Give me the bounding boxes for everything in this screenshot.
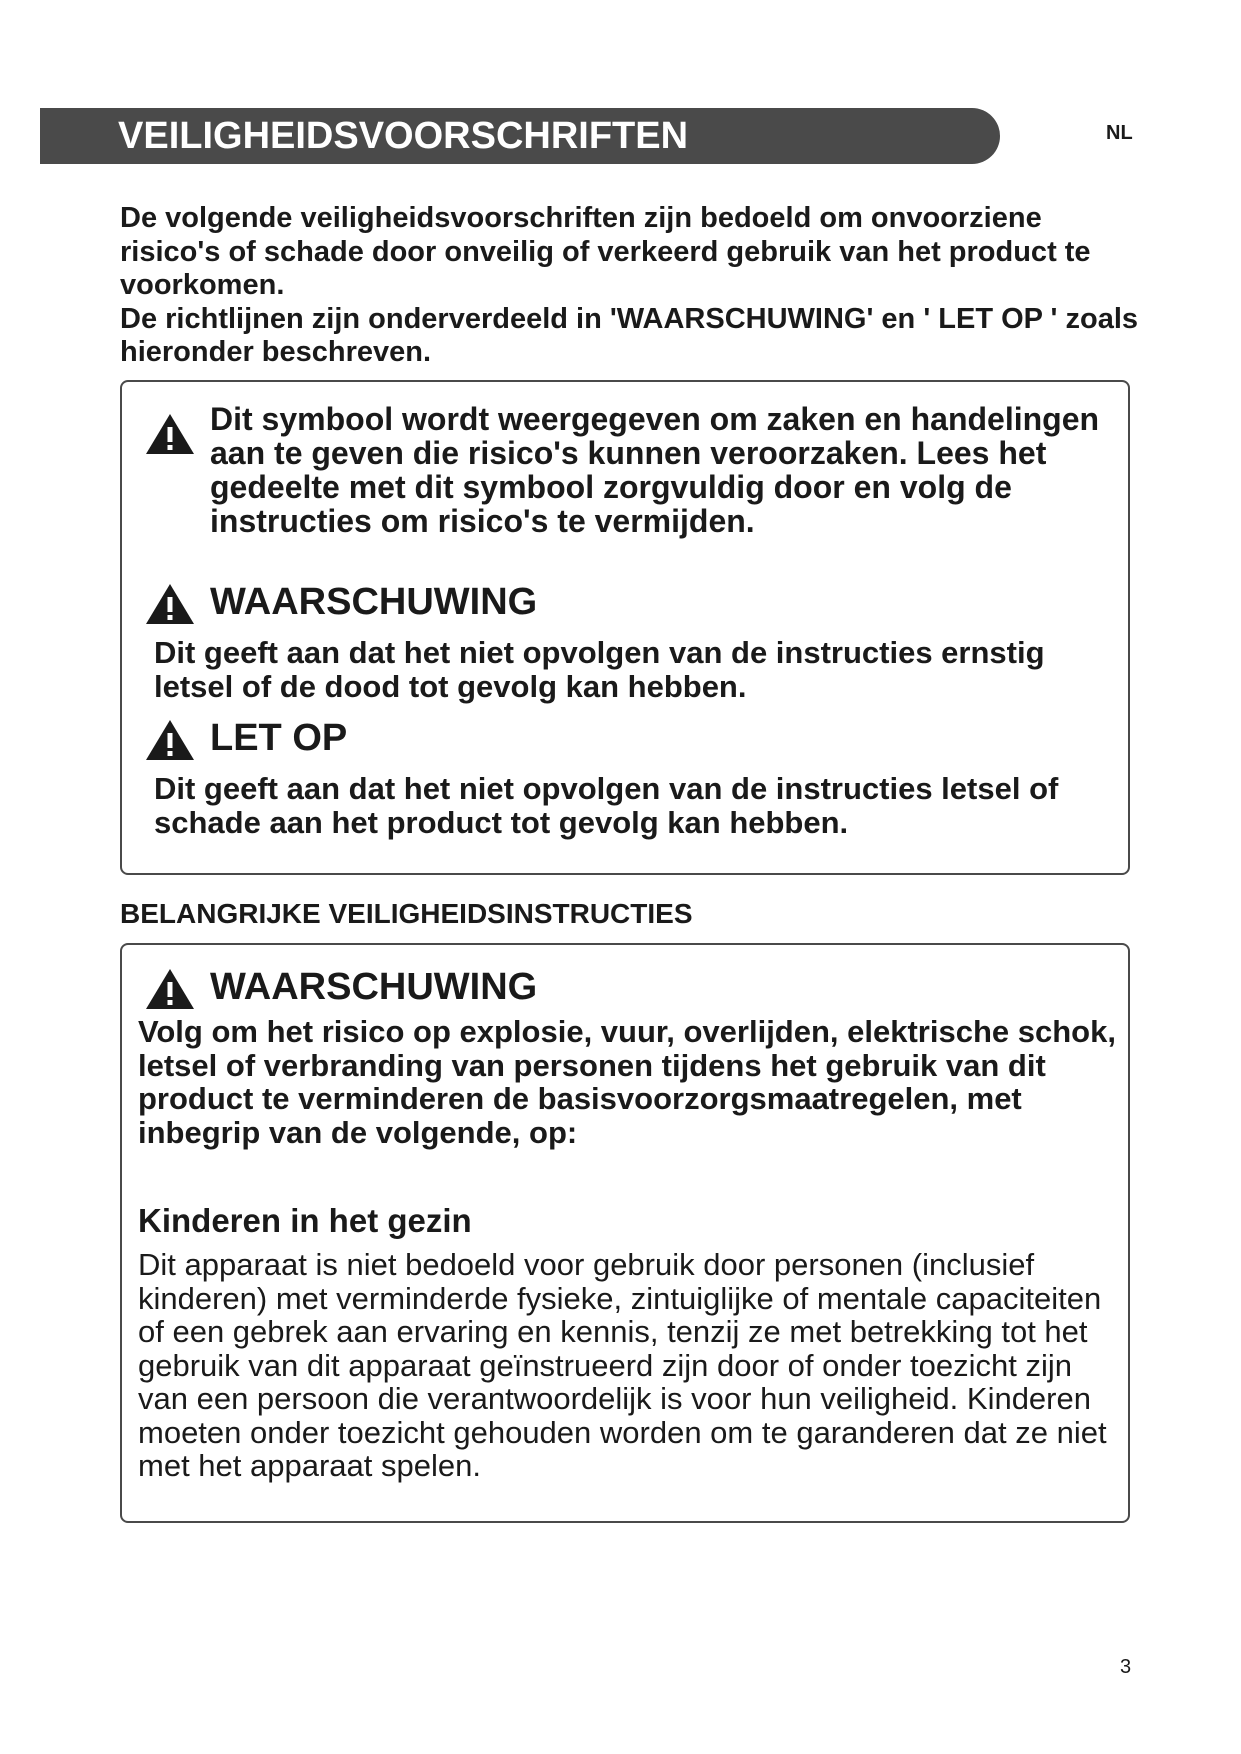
children-text: Dit apparaat is niet bedoeld voor gebruik door personen (inclusief kinderen) met verminderde fysieke, zintuiglijke of mentale capaciteiten of een gebrek aan ervaring en kennis, tenzij ze met betrekking tot het gebruik van dit apparaat geïnstrueerd zijn door of onder toezicht zijn van een persoon die verantwoordelijk is voor hun veiligheid. Kinderen moeten onder toezicht gehouden worden om te garanderen dat ze niet met het apparaat spelen. [138, 1247, 1107, 1483]
warning-triangle-icon [144, 718, 196, 762]
children-heading: Kinderen in het gezin [138, 1202, 472, 1239]
warning-triangle-icon [144, 967, 196, 1011]
page-title: VEILIGHEIDSVOORSCHRIFTEN [118, 115, 689, 157]
intro-text [120, 202, 1140, 370]
warning-description: Dit geeft aan dat het niet opvolgen van de instructies ernstig letsel of de dood tot gevolg kan hebben. [154, 635, 1045, 704]
warning-heading: WAARSCHUWING [210, 966, 538, 1008]
section-title: BELANGRIJKE VEILIGHEIDSINSTRUCTIES [120, 898, 693, 929]
language-code: NL [1106, 122, 1133, 144]
page-number: 3 [1120, 1656, 1132, 1678]
caution-description: Dit geeft aan dat het niet opvolgen van de instructies letsel of schade aan het product tot gevolg kan hebben. [154, 771, 1059, 840]
intro-paragraph-1: De volgende veiligheidsvoorschriften zijn bedoeld om onvoorziene risico's of schade door onveilig of verkeerd gebruik van het product te voorkomen. [120, 202, 1091, 301]
safety-instructions-box [120, 943, 1130, 1523]
warning-instructions: Volg om het risico op explosie, vuur, overlijden, elektrische schok, letsel of verbranding van personen tijdens het gebruik van dit product te verminderen de basisvoorzorgsmaatregelen, met inbegrip van de volgende, op: [138, 1014, 1116, 1150]
warning-heading: WAARSCHUWING [210, 581, 538, 623]
caution-heading: LET OP [210, 717, 348, 759]
warning-triangle-icon [144, 582, 196, 626]
symbol-legend-box [120, 380, 1130, 875]
header-bar [40, 108, 1000, 164]
warning-triangle-icon [144, 412, 196, 456]
intro-paragraph-2: De richtlijnen zijn onderverdeeld in 'WAARSCHUWING' en ' LET OP ' zoals hieronder beschreven. [120, 302, 1139, 368]
symbol-description: Dit symbool wordt weergegeven om zaken en handelingen aan te geven die risico's kunnen veroorzaken. Lees het gedeelte met dit symbool zorgvuldig door en volg de instructies om risico's te vermijden. [210, 401, 1100, 539]
